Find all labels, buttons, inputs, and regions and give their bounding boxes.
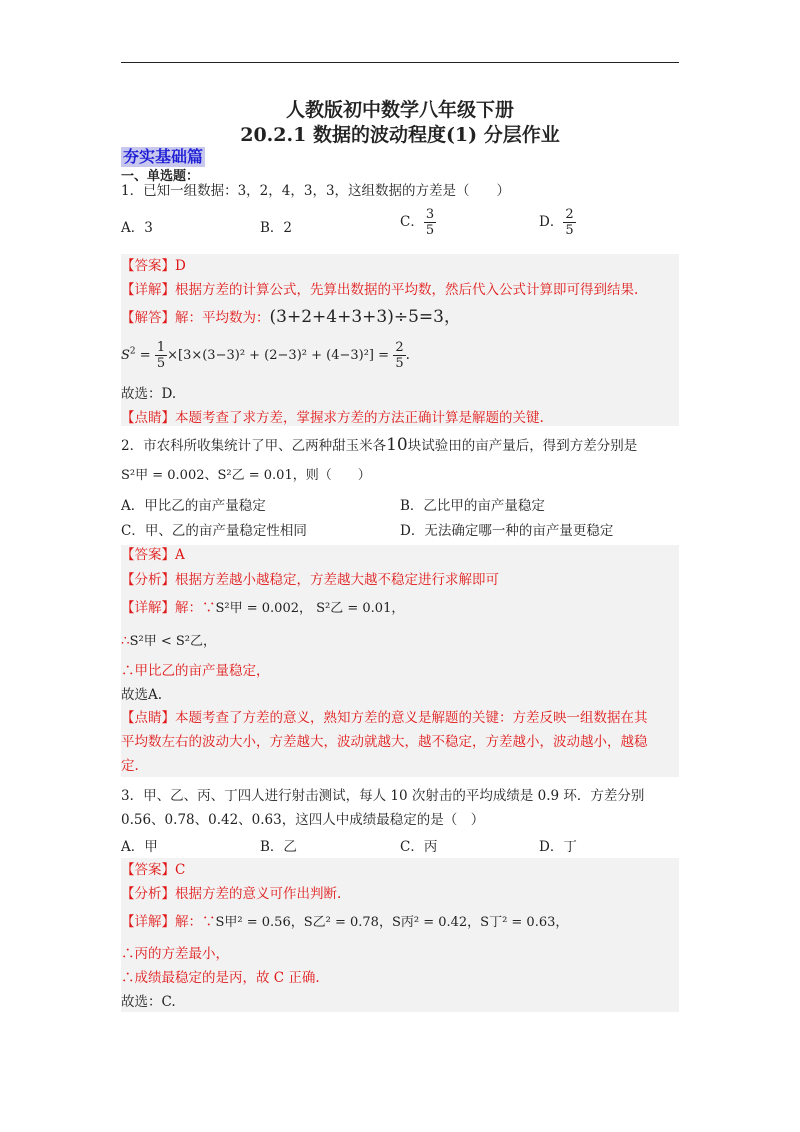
q3-analysis: 【分析】根据方差的意义可作出判断.	[121, 886, 342, 902]
q1-choose: 故选：D.	[121, 386, 177, 402]
section-label: 夯实基础篇	[123, 147, 204, 166]
q3-step1: ∴丙的方差最小，	[121, 946, 229, 962]
part-heading: 一、单选题：	[121, 169, 200, 184]
q3-answer: 【答案】C	[121, 862, 186, 878]
q2-comment-l2: 平均数左右的波动大小，方差越大，波动就越大，越不稳定，方差越小，波动越小，越稳	[121, 734, 648, 750]
document-title: 人教版初中数学八年级下册	[285, 99, 514, 121]
q2-answer: 【答案】A	[121, 547, 185, 563]
q2-analysis: 【分析】根据方差越小越稳定，方差越大越不稳定进行求解即可	[121, 572, 499, 588]
q1-comment: 【点睛】本题考查了求方差，掌握求方差的方法正确计算是解题的关键.	[121, 410, 544, 426]
q2-detail: 【详解】解：∵S²甲 = 0.002， S²乙 = 0.01，	[121, 600, 405, 616]
top-rule	[121, 62, 679, 63]
q2-option-d: D．无法确定哪一种的亩产量更稳定	[400, 523, 614, 539]
q2-comment-l3: 定.	[121, 758, 139, 774]
q2-comment-l1: 【点睛】本题考查了方差的意义，熟知方差的意义是解题的关键：方差反映一组数据在其	[121, 710, 648, 726]
q1-answer-block	[121, 254, 679, 426]
q2-option-a: A．甲比乙的亩产量稳定	[121, 498, 266, 514]
q1-solve: 【解答】解：平均数为：(3+2+4+3+3)÷5=3，	[121, 307, 461, 327]
q3-choose: 故选：C.	[121, 994, 176, 1010]
q3-stem-l1: 3．甲、乙、丙、丁四人进行射击测试，每人 10 次射击的平均成绩是 0.9 环．方差分别	[121, 788, 645, 804]
document-subtitle: 20.2.1 数据的波动程度(1) 分层作业	[240, 124, 560, 146]
q1-option-a: A．3	[121, 220, 153, 236]
q2-answer-block	[121, 545, 679, 777]
q3-option-a: A．甲	[121, 839, 158, 855]
q3-answer-block	[121, 858, 679, 1012]
q3-detail: 【详解】解：∵S甲² = 0.56，S乙² = 0.78，S丙² = 0.42，S丁² = 0.63，	[121, 914, 569, 930]
q1-answer: 【答案】D	[121, 258, 186, 274]
q3-option-b: B．乙	[260, 839, 297, 855]
q1-option-d: D． $\frac{2}{5}$	[539, 207, 574, 238]
q3-stem-l2: 0.56、0.78、0.42、0.63，这四人中成绩最稳定的是（ ）	[121, 812, 485, 828]
q2-step2: ∴甲比乙的亩产量稳定，	[121, 663, 270, 679]
fraction: $\frac{2}{5}$	[565, 207, 574, 238]
q2-option-b: B．乙比甲的亩产量稳定	[400, 498, 545, 514]
q1-option-b: B．2	[260, 220, 293, 236]
q2-stem: 2．市农科所收集统计了甲、乙两种甜玉米各10块试验田的亩产量后，得到方差分别是	[121, 435, 638, 455]
q2-given: S²甲 = 0.002、S²乙 = 0.01，则（ ）	[121, 468, 371, 483]
q3-option-c: C．丙	[400, 839, 438, 855]
q1-option-c: C． $\frac{3}{5}$	[400, 207, 435, 238]
q1-variance-formula: $S^2$ = $\frac{1}{5}$ ×[3×(3−3)² + (2−3)² + (4−3)²] = $\frac{2}{5}$ .	[121, 340, 410, 371]
q2-step1: ∴S²甲 < S²乙，	[121, 633, 216, 649]
q1-detail: 【详解】根据方差的计算公式，先算出数据的平均数，然后代入公式计算即可得到结果.	[121, 282, 639, 298]
q3-option-d: D．丁	[539, 839, 577, 855]
fraction: $\frac{3}{5}$	[425, 207, 435, 238]
q1-stem: 1．已知一组数据：3，2，4，3，3，这组数据的方差是（ ）	[121, 183, 511, 199]
q2-choose: 故选A.	[121, 687, 163, 703]
q2-option-c: C．甲、乙的亩产量稳定性相同	[121, 523, 307, 539]
q3-step2: ∴成绩最稳定的是丙，故 C 正确.	[121, 970, 320, 986]
